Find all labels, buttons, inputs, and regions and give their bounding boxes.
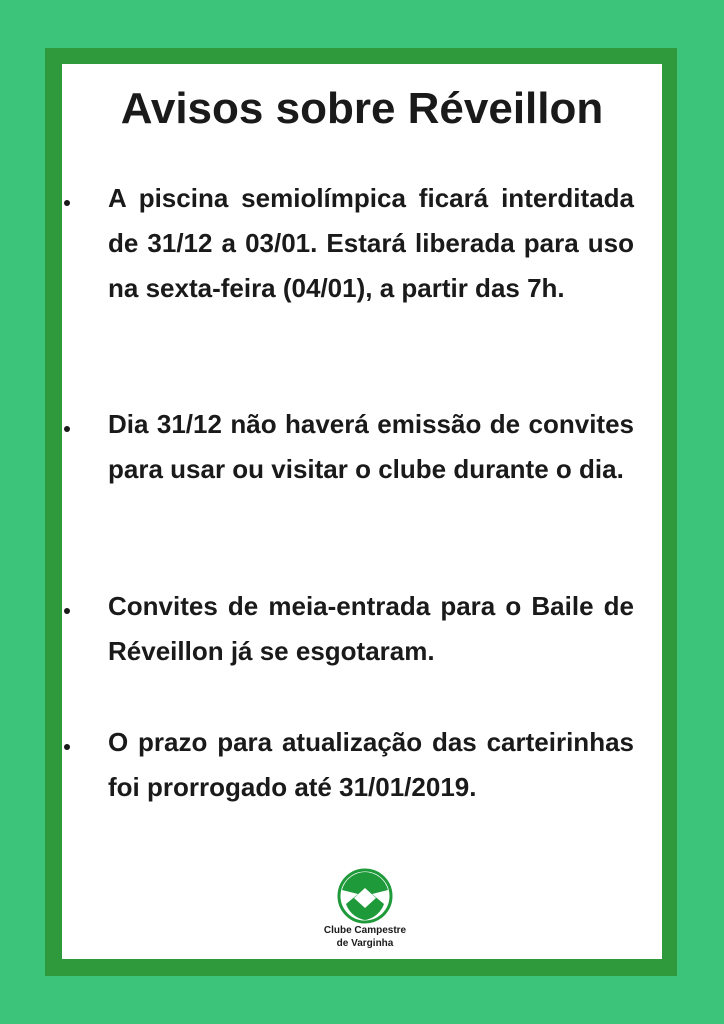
bullet-icon xyxy=(64,200,70,206)
club-emblem-icon xyxy=(328,868,402,924)
notice-text: Convites de meia-entrada para o Baile de Réveillon já se esgotaram. xyxy=(108,591,634,666)
poster-title: Avisos sobre Réveillon xyxy=(120,84,604,133)
notice-text: A piscina semiolímpica ficará interditada de 31/12 a 03/01. Estará liberada para uso na sexta-feira (04/01), a partir das 7h. xyxy=(108,183,634,303)
bullet-icon xyxy=(64,426,70,432)
bullet-icon xyxy=(64,744,70,750)
logo-line-1: Clube Campestre xyxy=(323,925,407,936)
bullet-icon xyxy=(64,608,70,614)
notice-text: Dia 31/12 não haverá emissão de convites para usar ou visitar o clube durante o dia. xyxy=(108,409,634,484)
logo-line-2: de Varginha xyxy=(336,938,394,949)
notice-text: O prazo para atualização das carteirinhas foi prorrogado até 31/01/2019. xyxy=(108,727,634,802)
